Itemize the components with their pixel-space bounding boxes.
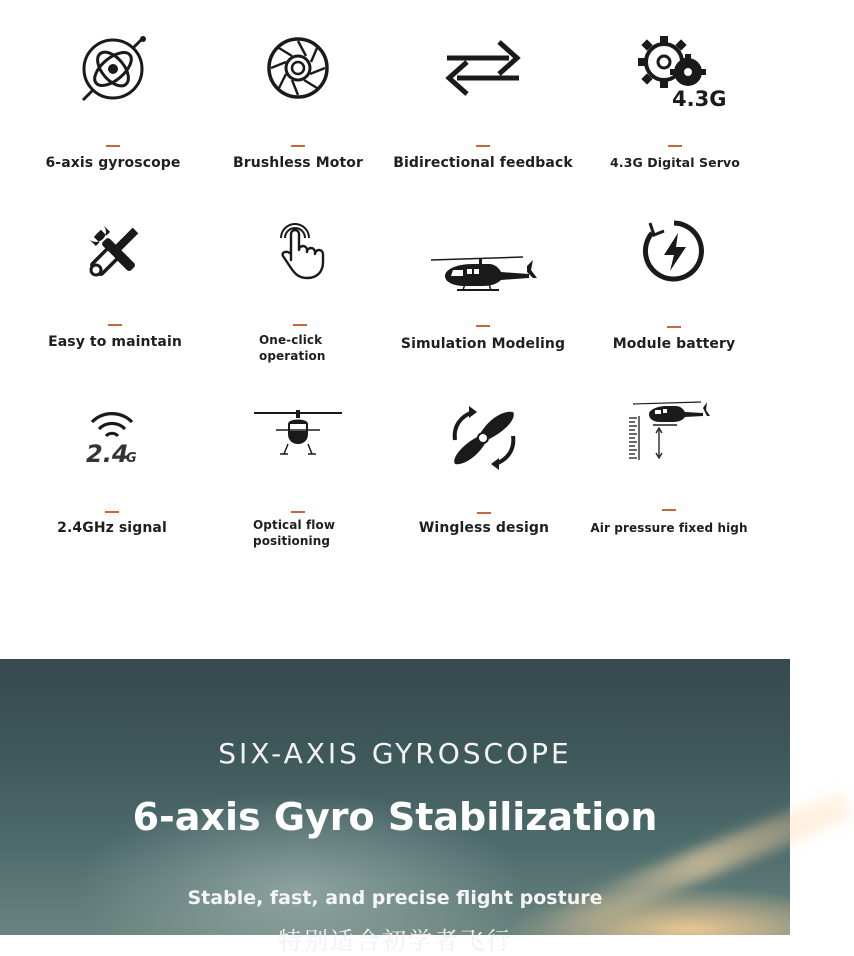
wifi-signal-icon [80, 406, 144, 470]
bidirectional-arrows-icon [441, 36, 525, 100]
tap-hand-icon [275, 220, 325, 280]
accent-dash [291, 511, 305, 513]
propeller-rotate-icon [447, 406, 521, 470]
tools-icon [84, 220, 146, 282]
altitude-hold-icon [627, 398, 711, 464]
feature-label: Module battery [612, 336, 736, 352]
banner-subtitle: Stable, fast, and precise flight posture [187, 887, 603, 909]
feature-label: Simulation Modeling [400, 336, 566, 352]
feature-label: 6-axis gyroscope [45, 155, 181, 171]
feature-label: Bidirectional feedback [393, 155, 573, 171]
feature-label: Easy to maintain [48, 334, 182, 350]
banner-title: 6-axis Gyro Stabilization [132, 795, 658, 839]
brushless-motor-icon [266, 36, 330, 100]
accent-dash [662, 509, 676, 511]
battery-bolt-icon [642, 219, 706, 283]
accent-dash [106, 145, 120, 147]
feature-label: Brushless Motor [233, 155, 363, 171]
feature-label: One-click operation [259, 333, 326, 363]
accent-dash [108, 324, 122, 326]
servo-gear-icon [634, 32, 727, 111]
servo-icon-text: 4.3G [672, 87, 727, 111]
accent-dash [105, 511, 119, 513]
feature-label: Wingless design [418, 520, 550, 536]
accent-dash [477, 512, 491, 514]
accent-dash [476, 325, 490, 327]
feature-label: Optical flow positioning [253, 518, 336, 548]
gyroscope-icon [79, 34, 147, 104]
accent-dash [291, 145, 305, 147]
accent-dash [293, 324, 307, 326]
helicopter-front-icon [252, 408, 344, 458]
feature-label: 2.4GHz signal [57, 520, 167, 536]
banner-chinese-line: 特别适合初学者飞行 [278, 927, 512, 955]
feature-label: Air pressure fixed high [590, 521, 748, 535]
signal-icon-subtext: G [126, 451, 137, 466]
accent-dash [668, 145, 682, 147]
gyro-banner [0, 659, 790, 955]
helicopter-side-icon [427, 254, 539, 296]
accent-dash [667, 326, 681, 328]
accent-dash [476, 145, 490, 147]
feature-label: 4.3G Digital Servo [610, 155, 740, 170]
banner-eyebrow: SIX-AXIS GYROSCOPE [218, 737, 572, 770]
signal-icon-text: 2.4 [86, 440, 129, 468]
